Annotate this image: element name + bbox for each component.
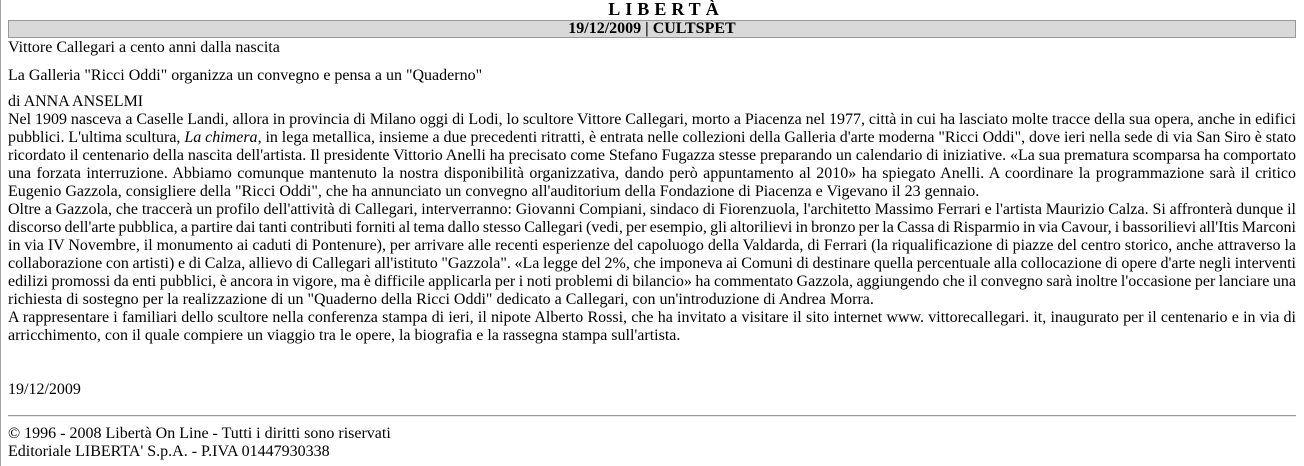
footer-copyright: © 1996 - 2008 Libertà On Line - Tutti i diritti sono riservati xyxy=(8,425,391,442)
masthead-logo: LIBERTÀ xyxy=(608,0,724,19)
article-body xyxy=(8,111,1296,345)
article-line: una forzata interruzione. Abbiamo comunque mantenuto la nostra disponibilità organizzativa, dando però appuntamento al 2010» ha spiegato Anelli. A coordinare la programmazione sarà il critico xyxy=(8,165,1296,182)
article-line: discorso dell'arte pubblica, a partire dai tanti contributi forniti al tema dallo stesso Callegari (vedi, per esempio, gli altorilievi in bronzo per la Cassa di Risparmio in via Cavour, i bassorilievi all'Itis Marconi xyxy=(8,219,1296,236)
article-line: A rappresentare i familiari dello scultore nella conferenza stampa di ieri, il nipote Alberto Rossi, che ha invitato a visitare il sito internet www. vittorecallegari. it, inaugurato per il centenario e in via di xyxy=(8,309,1296,326)
article-line-text: , in lega metallica, insieme a due precedenti ritratti, è entrata nelle collezioni della Galleria d'arte moderna "Ricci Oddi", dove ieri nella sede di via San Siro è stato xyxy=(257,129,1296,146)
article-line: Oltre a Gazzola, che traccerà un profilo dell'attività di Callegari, interverranno: Giovanni Compiani, sindaco di Fiorenzuola, l'architetto Massimo Ferrari e l'artista Maurizio Calza. Si affronterà dunque il xyxy=(8,201,1296,218)
article-line: Nel 1909 nasceva a Caselle Landi, allora in provincia di Milano oggi di Lodi, lo scultore Vittore Callegari, morto a Piacenza nel 1977, città in cui ha lasciato molte tracce della sua opera, anche in edifici xyxy=(8,111,1296,128)
article-line: arricchimento, con il quale compiere un viaggio tra le opere, la biografia e la rassegna stampa sull'artista. xyxy=(8,327,681,344)
article-paragraph xyxy=(8,201,1296,309)
article-line: in via IV Novembre, il monumento ai caduti di Pontenure), per arrivare alle recenti esperienze del capoluogo della Valdarda, di Ferrari (la riqualificazione di piazze del centro storico, anche attraverso la xyxy=(8,237,1296,254)
date-section-label: 19/12/2009 | CULTSPET xyxy=(568,20,736,37)
article-line: Eugenio Gazzola, consigliere della "Ricci Oddi", che ha annunciato un convegno all'auditorium della Fondazione di Piacenza e Vigevano il 23 gennaio. xyxy=(8,183,980,200)
article-byline: di ANNA ANSELMI xyxy=(8,93,144,110)
artwork-title: La chimera xyxy=(184,129,258,146)
article-date: 19/12/2009 xyxy=(8,381,81,398)
article-line: collaborazione con artisti) e di Calza, allievo di Callegari all'istituto "Gazzola". «La legge del 2%, che imponeva ai Comuni di destinare quella percentuale alla collocazione di opere d'arte negli interventi xyxy=(8,255,1296,272)
article-title: Vittore Callegari a cento anni dalla nascita xyxy=(8,39,280,56)
article-subtitle: La Galleria "Ricci Oddi" organizza un convegno e pensa a un "Quaderno" xyxy=(8,67,483,84)
footer-publisher: Editoriale LIBERTA' S.p.A. - P.IVA 01447930338 xyxy=(8,443,330,460)
article-line: richiesta di sostegno per la realizzazione di un "Quaderno della Ricci Oddi" dedicato a Callegari, con un'introduzione di Andrea Morra. xyxy=(8,291,874,308)
article-paragraph xyxy=(8,111,1296,201)
article-line xyxy=(8,129,1296,147)
date-section-bar xyxy=(8,20,1296,38)
article-line: edilizi promossi da enti pubblici, è ancora in vigore, ma è difficile applicarla per i noti problemi di bilancio» ha commentato Gazzola, aggiungendo che il convegno sarà inoltre l'occasione per lanciare una xyxy=(8,273,1296,290)
footer-divider xyxy=(8,415,1296,417)
article-line-text: pubblici. L'ultima scultura, xyxy=(8,129,185,146)
frame-border-left xyxy=(0,0,1,466)
article-paragraph xyxy=(8,309,1296,345)
article-line: ricordato il centenario della nascita dell'artista. Il presidente Vittorio Anelli ha precisato come Stefano Fugazza stesse preparando un calendario di iniziative. «La sua prematura scomparsa ha comportato xyxy=(8,147,1296,164)
